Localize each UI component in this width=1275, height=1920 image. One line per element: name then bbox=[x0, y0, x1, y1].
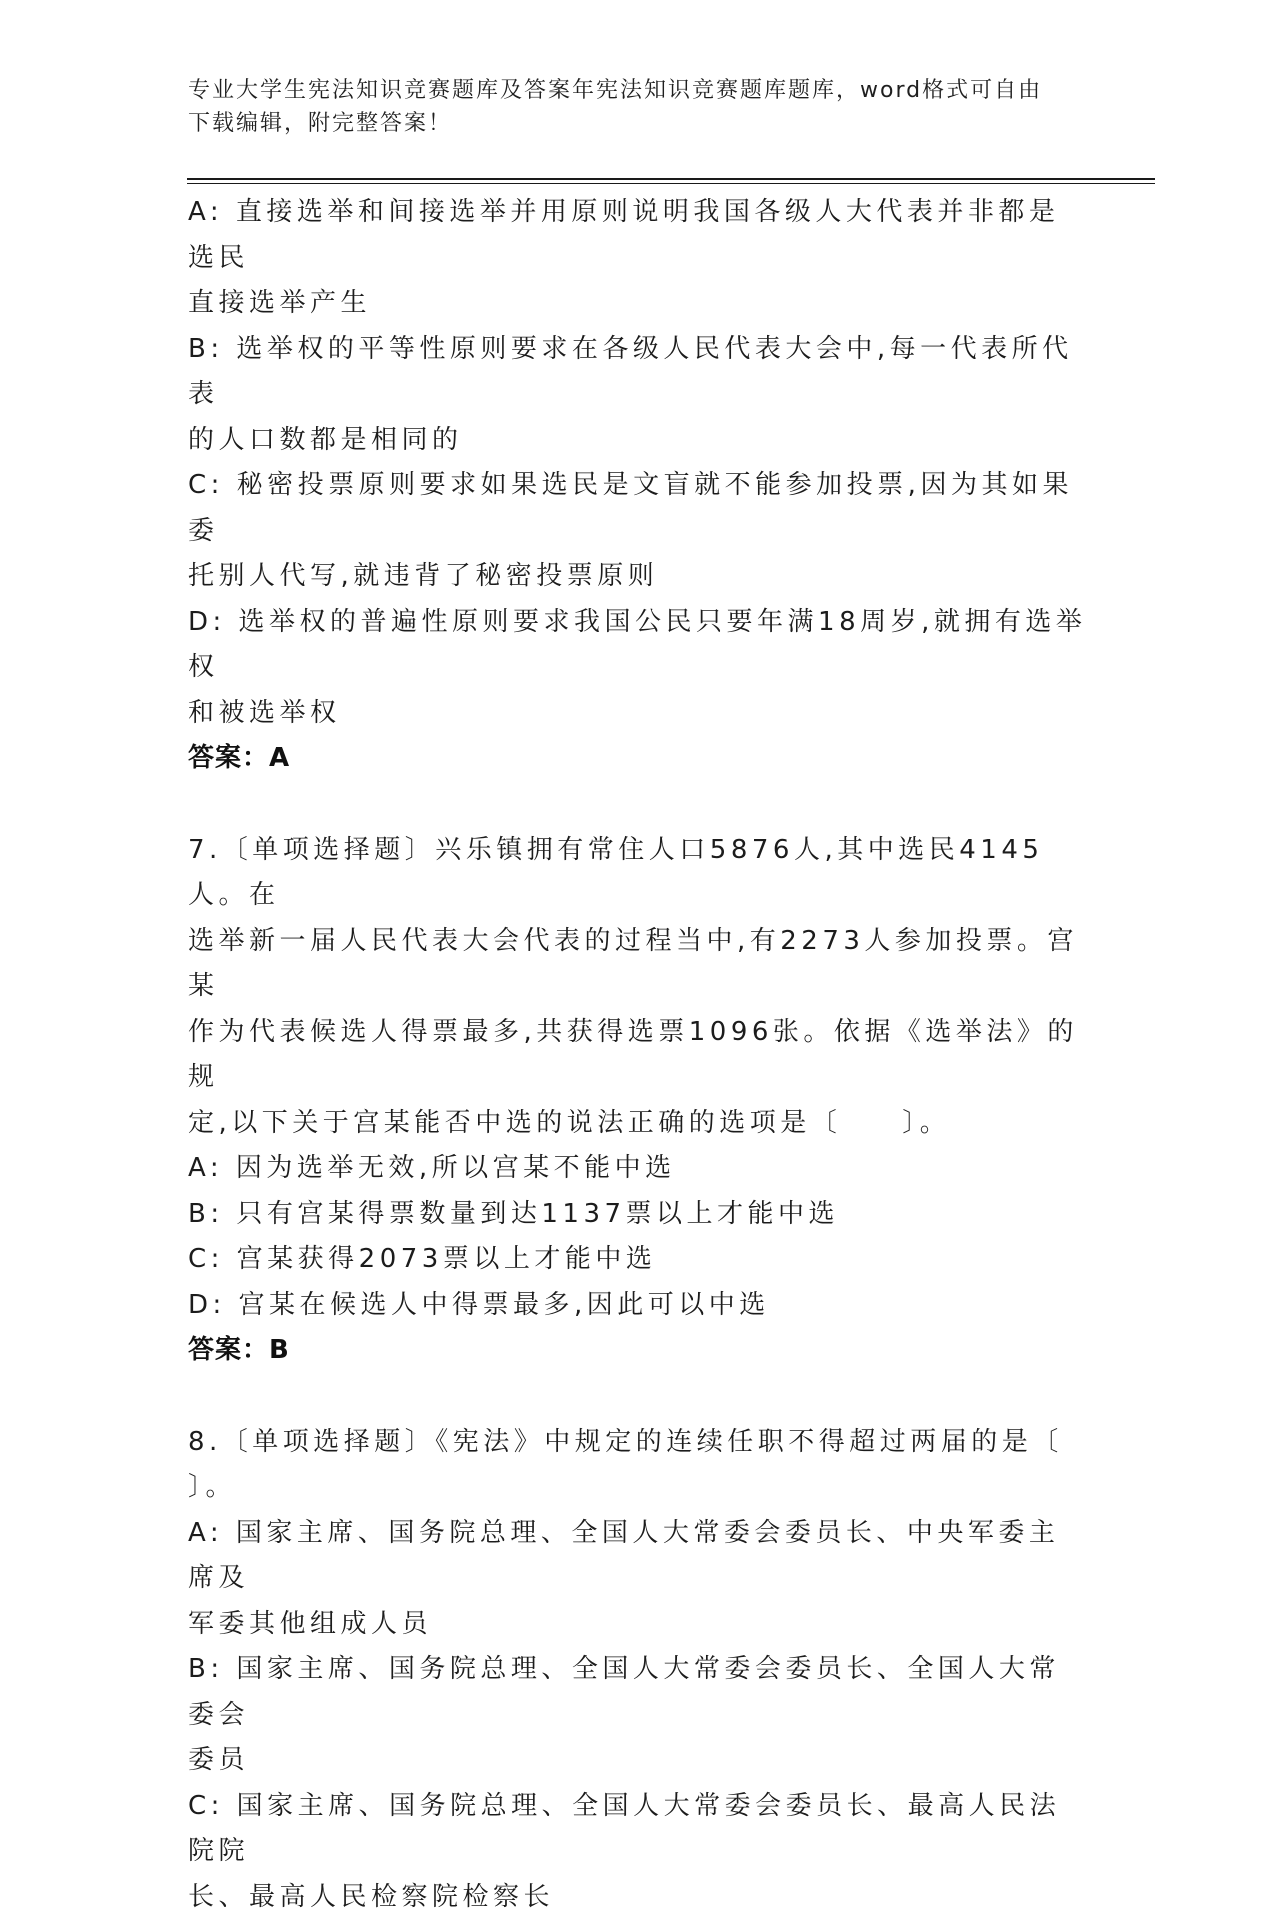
q7-option-a: A: 因为选举无效,所以宫某不能中选 bbox=[188, 1146, 1088, 1192]
q6-option-a-line-2: 直接选举产生 bbox=[188, 281, 1088, 327]
header-divider-thin bbox=[187, 183, 1155, 184]
q6-answer: 答案：A bbox=[188, 736, 1088, 782]
q8-option-b-line-2: 委员 bbox=[188, 1738, 1088, 1784]
q8-stem-line-2: 〕。 bbox=[188, 1465, 1088, 1511]
q8-option-b-line-1: B: 国家主席、国务院总理、全国人大常委会委员长、全国人大常委会 bbox=[188, 1647, 1088, 1738]
q7-answer: 答案：B bbox=[188, 1328, 1088, 1374]
spacer bbox=[188, 782, 1088, 828]
question-8 bbox=[188, 1420, 1088, 1920]
q8-stem-line-1: 8.〔单项选择题〕《宪法》中规定的连续任职不得超过两届的是〔 bbox=[188, 1420, 1088, 1466]
q6-option-c-line-2: 托别人代写,就违背了秘密投票原则 bbox=[188, 554, 1088, 600]
q6-option-a-line-1: A: 直接选举和间接选举并用原则说明我国各级人大代表并非都是选民 bbox=[188, 190, 1088, 281]
spacer bbox=[188, 1374, 1088, 1420]
q7-stem-line-3: 作为代表候选人得票最多,共获得选票1096张。依据《选举法》的规 bbox=[188, 1010, 1088, 1101]
q6-option-b-line-2: 的人口数都是相同的 bbox=[188, 418, 1088, 464]
q8-option-a-line-1: A: 国家主席、国务院总理、全国人大常委会委员长、中央军委主席及 bbox=[188, 1511, 1088, 1602]
q7-stem-line-2: 选举新一届人民代表大会代表的过程当中,有2273人参加投票。宫某 bbox=[188, 919, 1088, 1010]
question-7 bbox=[188, 828, 1088, 1374]
q7-stem-line-1: 7.〔单项选择题〕兴乐镇拥有常住人口5876人,其中选民4145人。在 bbox=[188, 828, 1088, 919]
q7-option-d: D: 宫某在候选人中得票最多,因此可以中选 bbox=[188, 1283, 1088, 1329]
header-line-1: 专业大学生宪法知识竞赛题库及答案年宪法知识竞赛题库题库，word格式可自由 bbox=[188, 74, 1068, 107]
document-body bbox=[188, 190, 1088, 1920]
header-line-2: 下载编辑，附完整答案！ bbox=[188, 107, 1068, 140]
q8-option-c-line-2: 长、最高人民检察院检察长 bbox=[188, 1875, 1088, 1920]
q7-option-c: C: 宫某获得2073票以上才能中选 bbox=[188, 1237, 1088, 1283]
header-divider-thick bbox=[187, 178, 1155, 180]
q6-option-c-line-1: C: 秘密投票原则要求如果选民是文盲就不能参加投票,因为其如果委 bbox=[188, 463, 1088, 554]
q6-option-d-line-1: D: 选举权的普遍性原则要求我国公民只要年满18周岁,就拥有选举权 bbox=[188, 600, 1088, 691]
q7-stem-line-4: 定,以下关于宫某能否中选的说法正确的选项是〔 〕。 bbox=[188, 1101, 1088, 1147]
document-header bbox=[188, 74, 1068, 140]
question-6-options bbox=[188, 190, 1088, 782]
q8-option-a-line-2: 军委其他组成人员 bbox=[188, 1602, 1088, 1648]
q7-option-b: B: 只有宫某得票数量到达1137票以上才能中选 bbox=[188, 1192, 1088, 1238]
q6-option-d-line-2: 和被选举权 bbox=[188, 691, 1088, 737]
q6-option-b-line-1: B: 选举权的平等性原则要求在各级人民代表大会中,每一代表所代表 bbox=[188, 327, 1088, 418]
q8-option-c-line-1: C: 国家主席、国务院总理、全国人大常委会委员长、最高人民法院院 bbox=[188, 1784, 1088, 1875]
